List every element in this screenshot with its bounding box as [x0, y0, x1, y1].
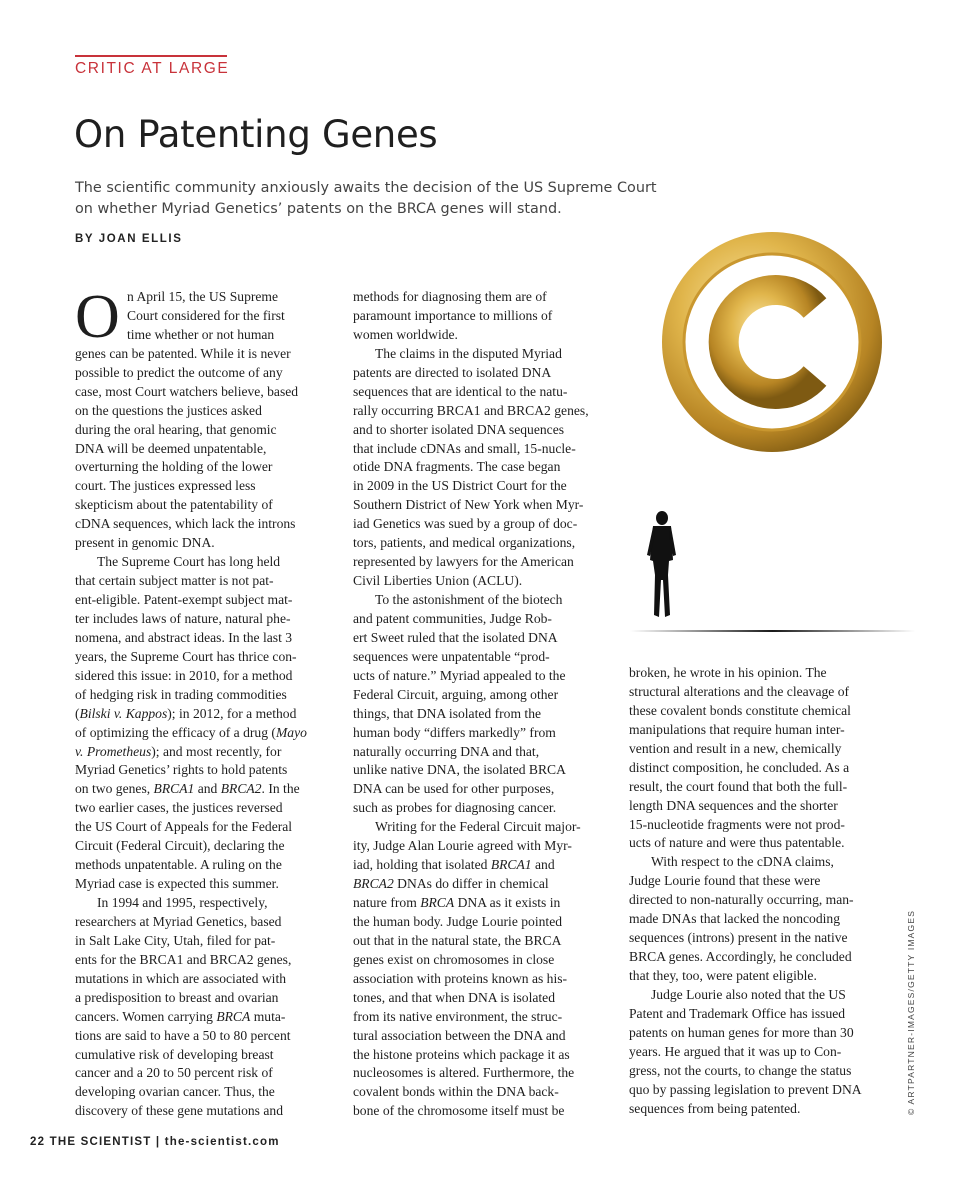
text-line: the histone proteins which package it as: [353, 1046, 570, 1062]
text-line: possible to predict the outcome of any: [75, 364, 283, 380]
text-line: Southern District of New York when Myr-: [353, 497, 584, 513]
text-line: methods unpatentable. A ruling on the: [75, 857, 282, 873]
text-line: the human body. Judge Lourie pointed: [353, 913, 563, 929]
article-column-3: [629, 664, 889, 1119]
text-line: that they, too, were patent eligible.: [629, 968, 817, 983]
text-line: DNA will be deemed unpatentable,: [75, 440, 267, 456]
text-line: ent-eligible. Patent-exempt subject mat-: [75, 592, 293, 607]
text-line: ter includes laws of nature, natural phe-: [75, 610, 291, 626]
text-line: 15-nucleotide fragments were not prod-: [629, 816, 845, 832]
text-line: sequences (introns) present in the native: [629, 930, 848, 946]
text-line: Patent and Trademark Office has issued: [629, 1005, 846, 1021]
article-dek: [75, 178, 735, 220]
text-line: made DNAs that lacked the noncoding: [629, 911, 841, 927]
text-line: court. The justices expressed less: [75, 478, 256, 494]
text-line: nature from BRCA DNA as it exists in: [353, 895, 561, 910]
text-line: tions are said to have a 50 to 80 percent: [75, 1027, 291, 1043]
dek-line: on whether Myriad Genetics’ patents on the BRCA genes will stand.: [75, 201, 562, 217]
text-line: cumulative risk of developing breast: [75, 1046, 274, 1062]
text-line: otide DNA fragments. The case began: [353, 459, 561, 475]
illustration: [615, 225, 915, 645]
text-line: years. He argued that it was up to Con-: [629, 1043, 842, 1059]
text-line: v. Prometheus); and most recently, for: [75, 743, 282, 759]
page-footer: [30, 1136, 280, 1148]
text-line: tones, and that when DNA is isolated: [353, 989, 555, 1005]
text-line: broken, he wrote in his opinion. The: [629, 665, 827, 680]
text-line: Circuit (Federal Circuit), declaring the: [75, 838, 285, 854]
text-line: on the questions the justices asked: [75, 402, 262, 418]
text-line: bone of the chromosome itself must be: [353, 1103, 565, 1119]
text-line: time whether or not human: [127, 326, 275, 342]
byline: BY JOAN ELLIS: [75, 233, 183, 245]
text-line: unlike native DNA, the isolated BRCA: [353, 762, 566, 778]
text-line: Judge Lourie found that these were: [629, 873, 821, 889]
drop-cap: O: [75, 283, 120, 351]
text-line: cancer and a 20 to 50 percent risk of: [75, 1065, 273, 1081]
article-column-2: [353, 288, 613, 1121]
text-line: discovery of these gene mutations and: [75, 1103, 284, 1119]
section-label: CRITIC AT LARGE: [75, 60, 230, 77]
text-line: cDNA sequences, which lack the introns: [75, 516, 296, 532]
text-line: With respect to the cDNA claims,: [651, 854, 834, 870]
text-line: years, the Supreme Court has thrice con-: [75, 648, 297, 664]
text-line: Federal Circuit, arguing, among other: [353, 686, 559, 702]
text-line: Court considered for the first: [127, 307, 285, 323]
text-line: sidered this issue: in 2010, for a method: [75, 667, 293, 683]
text-line: In 1994 and 1995, respectively,: [97, 895, 268, 910]
text-line: sequences from being patented.: [629, 1100, 801, 1116]
text-line: sequences were unpatentable “prod-: [353, 648, 550, 664]
text-line: two earlier cases, the justices reversed: [75, 800, 283, 816]
text-line: represented by lawyers for the American: [353, 554, 574, 570]
floor-shadow: [630, 630, 915, 632]
text-line: skepticism about the patentability of: [75, 497, 273, 513]
text-line: quo by passing legislation to prevent DNA: [629, 1081, 862, 1097]
site-url: the-scientist.com: [164, 1136, 280, 1148]
text-line: ucts of nature and were thus patentable.: [629, 835, 845, 851]
text-line: in 2009 in the US District Court for the: [353, 478, 567, 494]
text-line: on two genes, BRCA1 and BRCA2. In the: [75, 781, 300, 797]
article-title: On Patenting Genes: [74, 113, 438, 156]
text-line: ucts of nature.” Myriad appealed to the: [353, 667, 566, 683]
text-line: women worldwide.: [353, 326, 458, 342]
text-line: that include cDNAs and small, 15-nucle-: [353, 440, 576, 456]
text-line: things, that DNA isolated from the: [353, 705, 542, 721]
text-line: human body “differs markedly” from: [353, 724, 556, 740]
text-line: tural association between the DNA and: [353, 1027, 566, 1043]
text-line: ert Sweet ruled that the isolated DNA: [353, 629, 558, 645]
text-line: (Bilski v. Kappos); in 2012, for a method: [75, 705, 297, 721]
text-line: The Supreme Court has long held: [97, 554, 281, 570]
text-line: iad, holding that isolated BRCA1 and: [353, 857, 555, 873]
text-line: gress, not the courts, to change the status: [629, 1062, 852, 1078]
text-line: Myriad case is expected this summer.: [75, 876, 279, 892]
text-line: The claims in the disputed Myriad: [375, 345, 562, 361]
text-line: association with proteins known as his-: [353, 970, 568, 986]
text-line: sequences that are identical to the natu-: [353, 383, 568, 399]
text-line: To the astonishment of the biotech: [375, 592, 563, 607]
text-line: genes can be patented. While it is never: [75, 345, 291, 361]
text-line: patents on human genes for more than 30: [629, 1024, 854, 1040]
text-line: iad Genetics was sued by a group of doc-: [353, 516, 578, 532]
text-line: of optimizing the efficacy of a drug (Mayo: [75, 724, 307, 740]
text-line: such as probes for diagnosing cancer.: [353, 800, 557, 816]
text-line: developing ovarian cancer. Thus, the: [75, 1084, 275, 1100]
text-line: ents for the BRCA1 and BRCA2 genes,: [75, 951, 292, 967]
text-line: distinct composition, he concluded. As a: [629, 759, 850, 775]
copyright-symbol-icon: [662, 232, 882, 452]
text-line: manipulations that require human inter-: [629, 721, 845, 737]
text-line: nucleosomes is altered. Furthermore, the: [353, 1065, 575, 1081]
text-line: ity, Judge Alan Lourie agreed with Myr-: [353, 838, 572, 854]
magazine-name: THE SCIENTIST: [49, 1136, 152, 1148]
text-line: of hedging risk in trading commodities: [75, 686, 287, 702]
text-line: Civil Liberties Union (ACLU).: [353, 573, 523, 589]
text-line: n April 15, the US Supreme: [127, 289, 279, 304]
page-number: 22: [30, 1136, 46, 1148]
text-line: and to shorter isolated DNA sequences: [353, 421, 565, 437]
section-rule: [75, 55, 227, 57]
text-line: DNA can be used for other purposes,: [353, 781, 555, 797]
text-line: overturning the holding of the lower: [75, 459, 273, 475]
text-line: BRCA2 DNAs do differ in chemical: [353, 876, 549, 892]
text-line: Writing for the Federal Circuit major-: [375, 819, 581, 835]
text-line: covalent bonds within the DNA back-: [353, 1084, 559, 1100]
image-credit: © ARTPARTNER-IMAGES/GETTY IMAGES: [906, 909, 916, 1115]
text-line: Myriad Genetics’ rights to hold patents: [75, 762, 288, 778]
text-line: structural alterations and the cleavage of: [629, 683, 850, 699]
article-column-1: [75, 283, 335, 1121]
text-line: mutations in which are associated with: [75, 970, 287, 986]
text-line: these covalent bonds constitute chemical: [629, 702, 851, 718]
text-line: in Salt Lake City, Utah, filed for pat-: [75, 932, 276, 948]
text-line: vention and result in a new, chemically: [629, 740, 842, 756]
text-line: nomena, and abstract ideas. In the last 3: [75, 629, 293, 645]
text-line: methods for diagnosing them are of: [353, 289, 547, 304]
text-line: genes exist on chromosomes in close: [353, 951, 555, 967]
dek-line: The scientific community anxiously awaits the decision of the US Supreme Court: [75, 180, 657, 196]
text-line: directed to non-naturally occurring, man-: [629, 892, 854, 908]
text-line: cancers. Women carrying BRCA muta-: [75, 1008, 286, 1024]
person-silhouette-icon: [647, 511, 676, 617]
text-line: the US Court of Appeals for the Federal: [75, 819, 293, 835]
text-line: rally occurring BRCA1 and BRCA2 genes,: [353, 402, 589, 418]
text-line: out that in the natural state, the BRCA: [353, 932, 562, 948]
text-line: a predisposition to breast and ovarian: [75, 989, 279, 1005]
text-line: patents are directed to isolated DNA: [353, 364, 552, 380]
text-line: and patent communities, Judge Rob-: [353, 610, 552, 626]
text-line: from its native environment, the struc-: [353, 1008, 563, 1024]
text-line: BRCA genes. Accordingly, he concluded: [629, 949, 852, 965]
text-line: researchers at Myriad Genetics, based: [75, 913, 282, 929]
footer-separator: |: [155, 1136, 161, 1148]
text-line: present in genomic DNA.: [75, 535, 215, 551]
text-line: during the oral hearing, that genomic: [75, 421, 277, 437]
text-line: tors, patients, and medical organizations,: [353, 535, 576, 551]
text-line: naturally occurring DNA and that,: [353, 743, 540, 759]
text-line: length DNA sequences and the shorter: [629, 797, 838, 813]
text-line: that certain subject matter is not pat-: [75, 573, 274, 589]
text-line: result, the court found that both the full-: [629, 778, 848, 794]
text-line: case, most Court watchers believe, based: [75, 383, 299, 399]
text-line: Judge Lourie also noted that the US: [651, 986, 846, 1002]
text-line: paramount importance to millions of: [353, 307, 553, 323]
